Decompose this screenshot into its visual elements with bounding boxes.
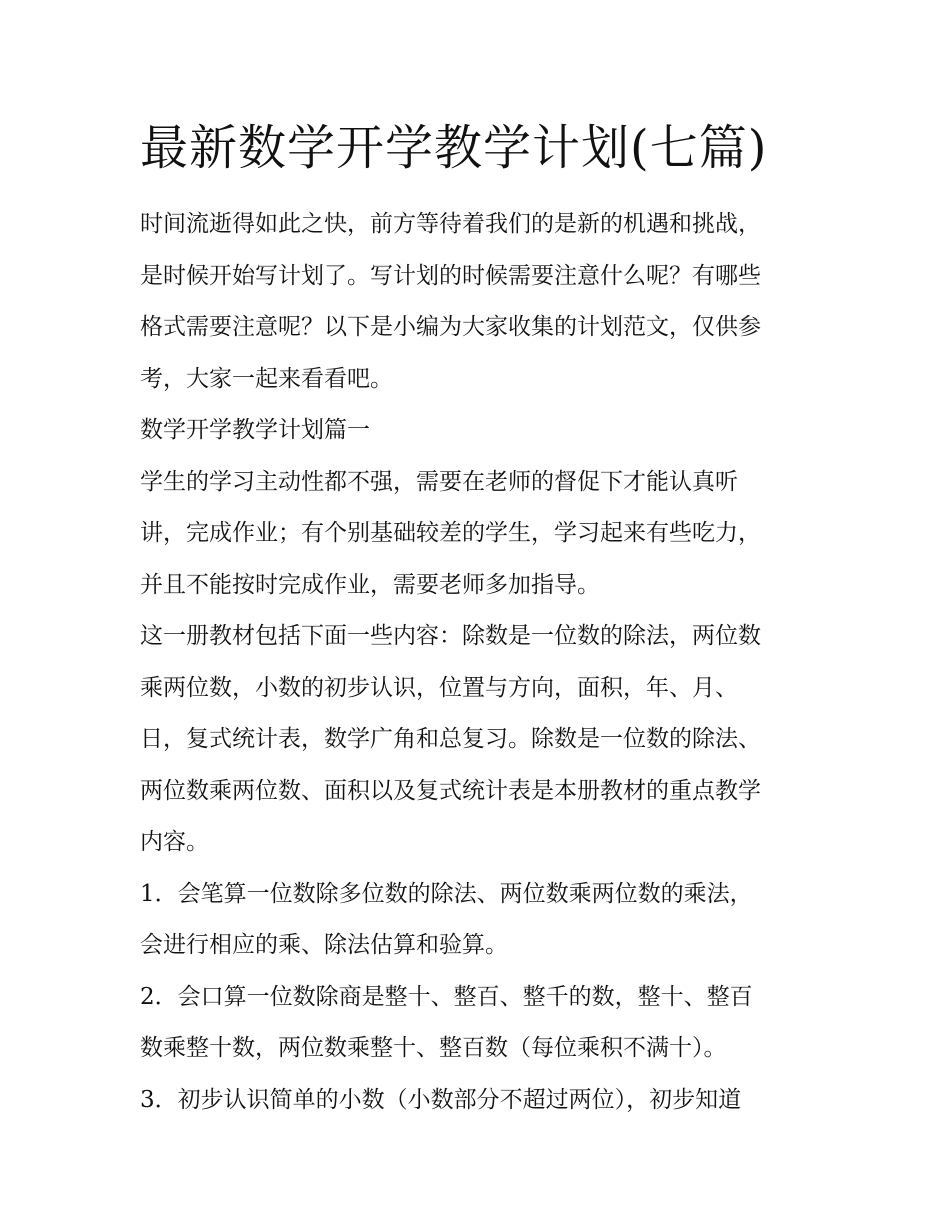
- list-item-line: 3．初步认识简单的小数（小数部分不超过两位），初步知道: [140, 1086, 742, 1113]
- list-item-line: 1．会笔算一位数除多位数的除法、两位数乘两位数的乘法，: [140, 880, 753, 907]
- paragraph-line: 学生的学习主动性都不强，需要在老师的督促下才能认真听: [140, 468, 738, 495]
- paragraph-line: 讲，完成作业；有个别基础较差的学生，学习起来有些吃力，: [140, 520, 761, 546]
- paragraph-line: 这一册教材包括下面一些内容：除数是一位数的除法，两位数: [140, 623, 761, 649]
- list-item-line: 数乘整十数，两位数乘整十、整百数（每位乘积不满十）。: [140, 1035, 727, 1061]
- list-item-line: 2．会口算一位数除商是整十、整百、整千的数，整十、整百: [140, 983, 753, 1010]
- paragraph-line: 内容。: [140, 829, 209, 855]
- paragraph-line: 日，复式统计表，数学广角和总复习。除数是一位数的除法、: [140, 726, 761, 752]
- document-title: 最新数学开学教学计划(七篇): [140, 120, 768, 176]
- paragraph-line: 是时候开始写计划了。写计划的时候需要注意什么呢？有哪些: [140, 262, 761, 289]
- paragraph-line: 考，大家一起来看看吧。: [140, 365, 393, 392]
- paragraph-line: 格式需要注意呢？以下是小编为大家收集的计划范文，仅供参: [140, 314, 761, 340]
- list-item-line: 会进行相应的乘、除法估算和验算。: [140, 932, 508, 958]
- paragraph-line: 并且不能按时完成作业，需要老师多加指导。: [140, 571, 600, 598]
- paragraph-line: 时间流逝得如此之快，前方等待着我们的是新的机遇和挑战，: [140, 211, 761, 237]
- paragraph-line: 两位数乘两位数、面积以及复式统计表是本册教材的重点教学: [140, 777, 761, 804]
- document-body: [140, 199, 820, 1126]
- section-heading: 数学开学教学计划篇一: [140, 417, 370, 443]
- paragraph-line: 乘两位数，小数的初步认识，位置与方向，面积，年、月、: [140, 674, 738, 701]
